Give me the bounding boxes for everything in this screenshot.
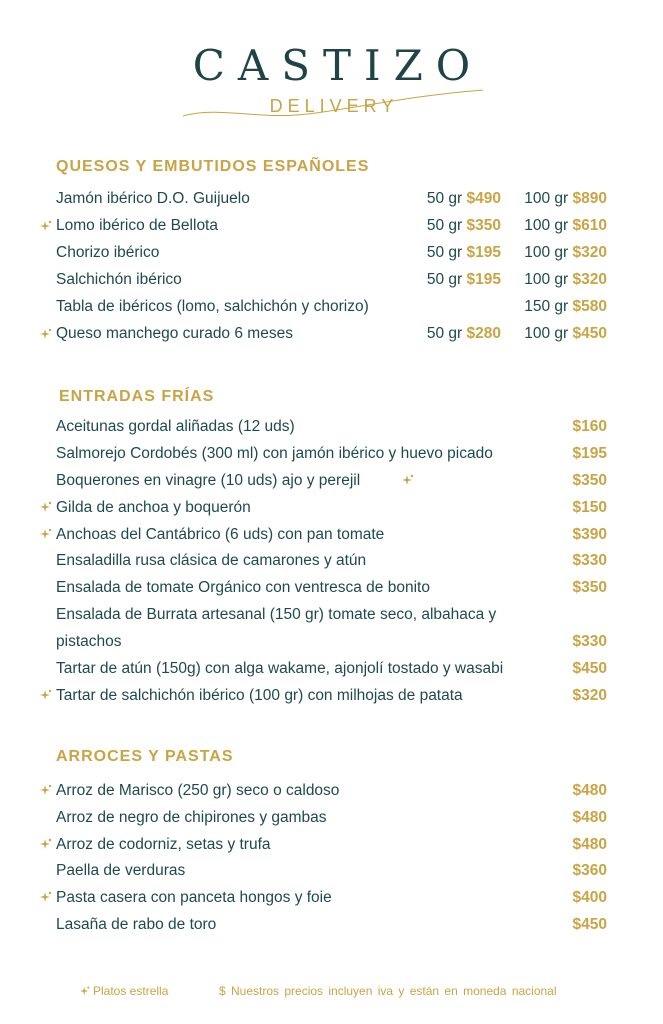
star-sparkle-icon: [402, 474, 414, 486]
item-price: $330: [572, 552, 607, 569]
menu-item: [56, 296, 607, 322]
item-price-small: 50 gr $195: [426, 244, 501, 261]
item-price: $480: [572, 809, 607, 826]
item-name: Ensalada de tomate Orgánico con ventresca de bonito: [56, 579, 430, 596]
menu-item: [56, 914, 607, 940]
brand-title: CASTIZO: [192, 41, 484, 90]
item-name: Boquerones en vinagre (10 uds) ajo y perejil: [56, 472, 361, 489]
menu-item: [56, 577, 607, 603]
item-price-large: 100 gr $610: [524, 217, 607, 234]
item-name: Jamón ibérico D.O. Guijuelo: [56, 190, 250, 207]
menu-item: [56, 215, 607, 241]
star-sparkle-icon: [40, 328, 52, 340]
item-price: $330: [572, 633, 607, 650]
menu-item: [56, 780, 607, 806]
star-sparkle-icon: [40, 528, 52, 540]
item-name: Tartar de salchichón ibérico (100 gr) con milhojas de patata: [56, 687, 463, 704]
menu-item: [56, 860, 607, 886]
item-name: Chorizo ibérico: [56, 244, 160, 261]
item-price: $360: [572, 862, 607, 879]
item-price: $350: [572, 579, 607, 596]
item-name: Aceitunas gordal aliñadas (12 uds): [56, 418, 295, 435]
menu-item: [56, 685, 607, 711]
item-name: Arroz de codorniz, setas y trufa: [56, 836, 271, 853]
item-name: Gilda de anchoa y boquerón: [56, 499, 251, 516]
item-price-small: 50 gr $350: [426, 217, 501, 234]
item-name: Anchoas del Cantábrico (6 uds) con pan tomate: [56, 526, 385, 543]
item-price-large: 100 gr $320: [524, 271, 607, 288]
menu-item: [56, 443, 607, 469]
section-title-entradas: ENTRADAS FRÍAS: [59, 388, 215, 405]
menu-item: [56, 242, 607, 268]
item-name: Lasaña de rabo de toro: [56, 916, 217, 933]
menu-item: [56, 604, 607, 656]
item-price: $195: [572, 445, 607, 462]
star-sparkle-icon: [40, 689, 52, 701]
menu-item: [56, 497, 607, 523]
item-price-small: 50 gr $195: [426, 271, 501, 288]
item-price: $160: [572, 418, 607, 435]
item-price: $390: [572, 526, 607, 543]
star-sparkle-icon: [40, 501, 52, 513]
item-price: $400: [572, 889, 607, 906]
item-name: Paella de verduras: [56, 862, 186, 879]
item-name: Salchichón ibérico: [56, 271, 182, 288]
item-name: Arroz de Marisco (250 gr) seco o caldoso: [56, 782, 340, 799]
menu-item: [56, 524, 607, 550]
footer-legend-star: Platos estrella: [93, 984, 169, 998]
item-price-large: 100 gr $450: [524, 325, 607, 342]
item-name: Queso manchego curado 6 meses: [56, 325, 293, 342]
item-price: $480: [572, 836, 607, 853]
menu-item: [56, 269, 607, 295]
item-price: $320: [572, 687, 607, 704]
footer-legend-price: $ Nuestros precios incluyen iva y están en moneda nacional: [219, 984, 557, 998]
item-name: Arroz de negro de chipirones y gambas: [56, 809, 327, 826]
star-sparkle-icon: [40, 891, 52, 903]
item-name: Lomo ibérico de Bellota: [56, 217, 218, 234]
item-name: Tartar de atún (150g) con alga wakame, ajonjolí tostado y wasabi: [56, 660, 504, 677]
item-price-large: 100 gr $890: [524, 190, 607, 207]
section-title-quesos: QUESOS Y EMBUTIDOS ESPAÑOLES: [56, 158, 370, 175]
item-name: Ensaladilla rusa clásica de camarones y atún: [56, 552, 367, 569]
star-sparkle-icon: [40, 784, 52, 796]
item-price: $480: [572, 782, 607, 799]
item-name-continued: pistachos: [56, 633, 122, 650]
menu-item: [56, 807, 607, 833]
item-name: Salmorejo Cordobés (300 ml) con jamón ibérico y huevo picado: [56, 445, 493, 462]
item-price: $150: [572, 499, 607, 516]
star-sparkle-icon: [80, 986, 90, 996]
item-price: $450: [572, 660, 607, 677]
item-name: Pasta casera con panceta hongos y foie: [56, 889, 332, 906]
menu-item: [56, 323, 607, 349]
menu-item: [56, 887, 607, 913]
menu-item: [56, 550, 607, 576]
item-name: Ensalada de Burrata artesanal (150 gr) tomate seco, albahaca y: [56, 606, 497, 623]
section-title-arroces: ARROCES Y PASTAS: [56, 748, 234, 765]
menu-item: [56, 188, 607, 214]
star-sparkle-icon: [40, 220, 52, 232]
item-price: $350: [572, 472, 607, 489]
brand-subtitle: DELIVERY: [269, 96, 399, 116]
item-price-large: 150 gr $580: [524, 298, 607, 315]
item-price-small: 50 gr $490: [426, 190, 501, 207]
item-price-small: 50 gr $280: [426, 325, 501, 342]
item-price-large: 100 gr $320: [524, 244, 607, 261]
star-sparkle-icon: [40, 838, 52, 850]
menu-item: [56, 834, 607, 860]
item-name: Tabla de ibéricos (lomo, salchichón y chorizo): [56, 298, 369, 315]
menu-item: [56, 416, 607, 442]
brand-header: [0, 40, 663, 117]
menu-item: [56, 658, 607, 684]
logo-swash-decoration: [178, 86, 488, 126]
menu-item: [56, 470, 607, 496]
item-price: $450: [572, 916, 607, 933]
